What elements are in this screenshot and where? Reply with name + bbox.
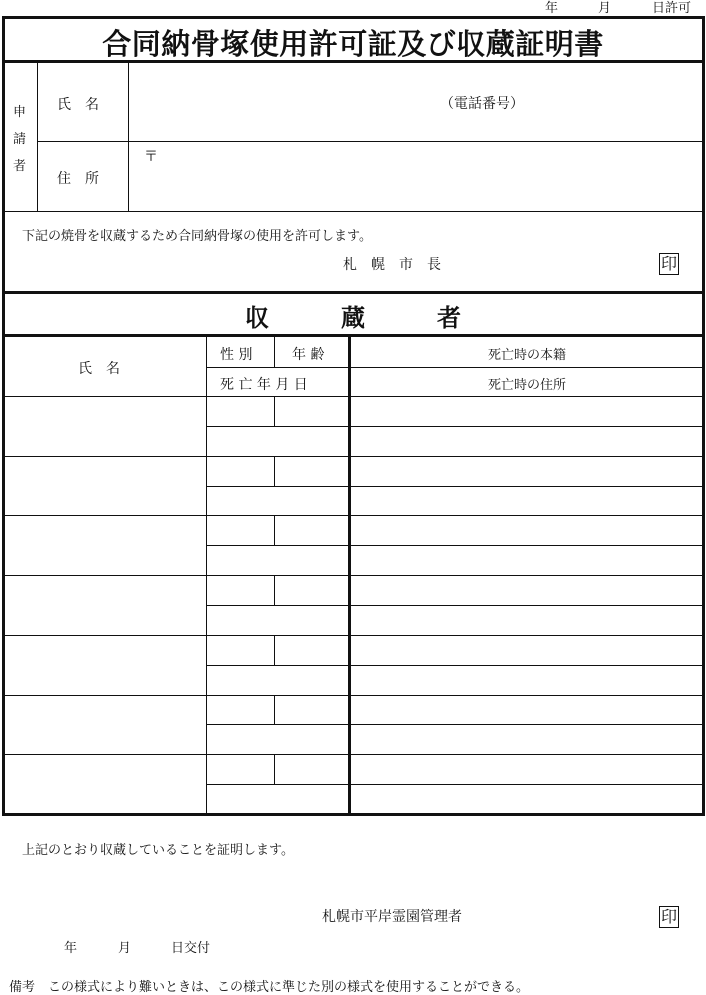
manager-seal-mark: 印	[660, 907, 677, 926]
sex-age-divider	[274, 515, 275, 545]
document-title: 合同納骨塚使用許可証及び収蔵証明書	[102, 27, 604, 61]
sex-age-divider	[274, 754, 275, 784]
sex-age-divider	[274, 695, 275, 725]
death-date-header: 死 亡 年 月 日	[220, 377, 308, 393]
applicant-label-3: 者	[13, 159, 27, 174]
permit-statement: 下記の焼骨を収蔵するため合同納骨塚の使用を許可します。	[22, 229, 372, 244]
sex-age-divider	[274, 396, 275, 426]
form-frame	[2, 16, 705, 816]
sex-age-header-divider	[274, 335, 275, 367]
phone-number-label: （電話番号）	[440, 96, 524, 112]
storage-heading: 収 蔵 者	[245, 303, 461, 332]
sex-age-divider	[274, 635, 275, 665]
row-mid-line	[207, 486, 705, 487]
storage-top-line	[2, 291, 705, 294]
permit-year-label: 年	[545, 1, 559, 16]
row-mid-line	[207, 545, 705, 546]
row-bottom-line	[2, 754, 705, 755]
title-divider	[2, 60, 705, 63]
applicant-label-1: 申	[13, 105, 27, 120]
death-address-header: 死亡時の住所	[488, 378, 567, 393]
issue-year-label: 年	[64, 941, 78, 956]
row-bottom-line	[2, 456, 705, 457]
permit-day-label: 日許可	[652, 1, 692, 16]
row-bottom-line	[2, 515, 705, 516]
mayor-title: 札 幌 市 長	[343, 257, 441, 273]
applicant-field-divider	[128, 61, 129, 211]
row-bottom-line	[2, 575, 705, 576]
certify-statement: 上記のとおり収蔵していることを証明します。	[22, 843, 294, 858]
permit-month-label: 月	[598, 1, 612, 16]
applicant-label-2: 請	[13, 132, 27, 147]
applicant-address-label: 住 所	[57, 171, 99, 187]
postal-mark: 〒	[144, 149, 158, 165]
row-mid-line	[207, 605, 705, 606]
storage-heading-divider	[2, 334, 705, 337]
applicant-bottom-line	[2, 211, 705, 212]
sex-header: 性 別	[220, 347, 253, 363]
header-mid-line	[207, 367, 705, 368]
row-mid-line	[207, 724, 705, 725]
domicile-header: 死亡時の本籍	[488, 348, 567, 363]
sex-age-divider	[274, 456, 275, 486]
row-mid-line	[207, 665, 705, 666]
age-header: 年 齢	[292, 347, 325, 363]
issue-day-label: 日交付	[171, 941, 211, 956]
applicant-label-divider	[37, 61, 38, 211]
row-mid-line	[207, 784, 705, 785]
row-bottom-line	[2, 635, 705, 636]
deceased-name-header: 氏 名	[78, 361, 120, 377]
row-mid-line	[207, 426, 705, 427]
row-bottom-line	[2, 695, 705, 696]
applicant-name-label: 氏 名	[57, 97, 99, 113]
remarks-note: 備考 この様式により難いときは、この様式に準じた別の様式を使用することができる。	[9, 980, 530, 995]
issue-month-label: 月	[118, 941, 132, 956]
applicant-row-divider	[37, 141, 705, 142]
sex-age-divider	[274, 575, 275, 605]
header-bottom-line	[2, 396, 705, 397]
mayor-seal-mark: 印	[660, 254, 677, 273]
cemetery-manager-title: 札幌市平岸霊園管理者	[322, 909, 462, 925]
